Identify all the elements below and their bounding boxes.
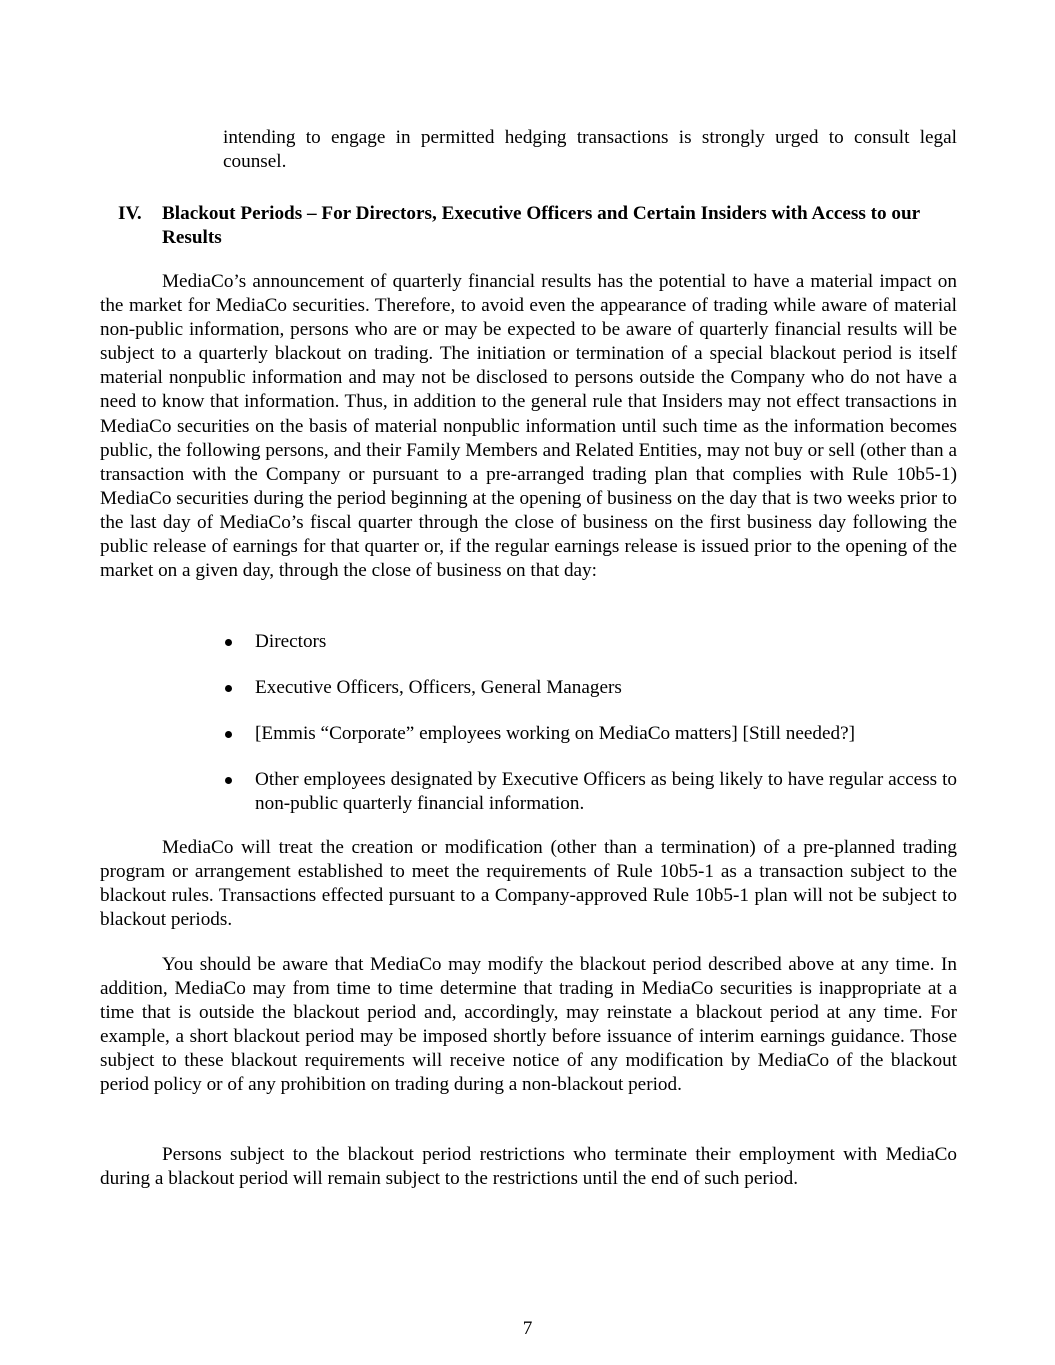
section-heading <box>118 202 958 250</box>
list-item <box>223 676 957 700</box>
paragraph-terminated-employees: Persons subject to the blackout period restrictions who terminate their employment with MediaCo during a blackout period will remain subject to the restrictions until the end of such period. <box>100 1144 957 1190</box>
page-number: 7 <box>522 1318 533 1339</box>
list-item-text: Directors <box>255 631 327 652</box>
list-item <box>223 768 957 816</box>
list-item <box>223 630 957 654</box>
paragraph-10b5-1-plans: MediaCo will treat the creation or modification (other than a termination) of a pre-planned trading program or arrangement established to meet the requirements of Rule 10b5-1 as a transaction subject to the blackout rules. Transactions effected pursuant to a Company-approved Rule 10b5-1 plan will not be subject to blackout periods. <box>100 837 957 931</box>
list-item-text: Executive Officers, Officers, General Managers <box>255 677 622 698</box>
list-item-text: [Emmis “Corporate” employees working on MediaCo matters] [Still needed?] <box>255 723 855 744</box>
list-item <box>223 722 957 746</box>
bullet-icon <box>225 777 232 784</box>
bullet-icon <box>225 731 232 738</box>
bullet-icon <box>225 685 232 692</box>
continuation-paragraph: intending to engage in permitted hedging transactions is strongly urged to consult legal counsel. <box>223 127 957 173</box>
section-title: Blackout Periods – For Directors, Executive Officers and Certain Insiders with Access to our Results <box>162 203 920 249</box>
section-number: IV. <box>118 203 142 224</box>
list-item-text: Other employees designated by Executive Officers as being likely to have regular access to non-public quarterly financial information. <box>255 769 957 815</box>
paragraph-blackout-rule: MediaCo’s announcement of quarterly financial results has the potential to have a material impact on the market for MediaCo securities. Therefore, to avoid even the appearance of trading while aware of material non-public information, persons who are or may be expected to be aware of quarterly financial results will be subject to a quarterly blackout on trading. The initiation or termination of a special blackout period is itself material nonpublic information and may not be disclosed to persons outside the Company who do not have a need to know that information. Thus, in addition to the general rule that Insiders may not effect transactions in MediaCo securities on the basis of material nonpublic information until such time as the information becomes public, the following persons, and their Family Members and Related Entities, may not buy or sell (other than a transaction with the Company or pursuant to a pre-arranged trading plan that complies with Rule 10b5-1) MediaCo securities during the period beginning at the opening of business on the day that is two weeks prior to the last day of MediaCo’s fiscal quarter through the close of business on the first business day following the public release of earnings for that quarter or, if the regular earnings release is issued prior to the opening of the market on a given day, through the close of business on that day: <box>100 271 957 582</box>
paragraph-modification-notice: You should be aware that MediaCo may modify the blackout period described above at any time. In addition, MediaCo may from time to time determine that trading in MediaCo securities is inappropriate at a time that is outside the blackout period and, accordingly, may reinstate a blackout period at any time. For example, a short blackout period may be imposed shortly before issuance of interim earnings guidance. Those subject to these blackout requirements will receive notice of any modification by MediaCo of the blackout period policy or of any prohibition on trading during a non-blackout period. <box>100 954 957 1096</box>
bullet-icon <box>225 639 232 646</box>
